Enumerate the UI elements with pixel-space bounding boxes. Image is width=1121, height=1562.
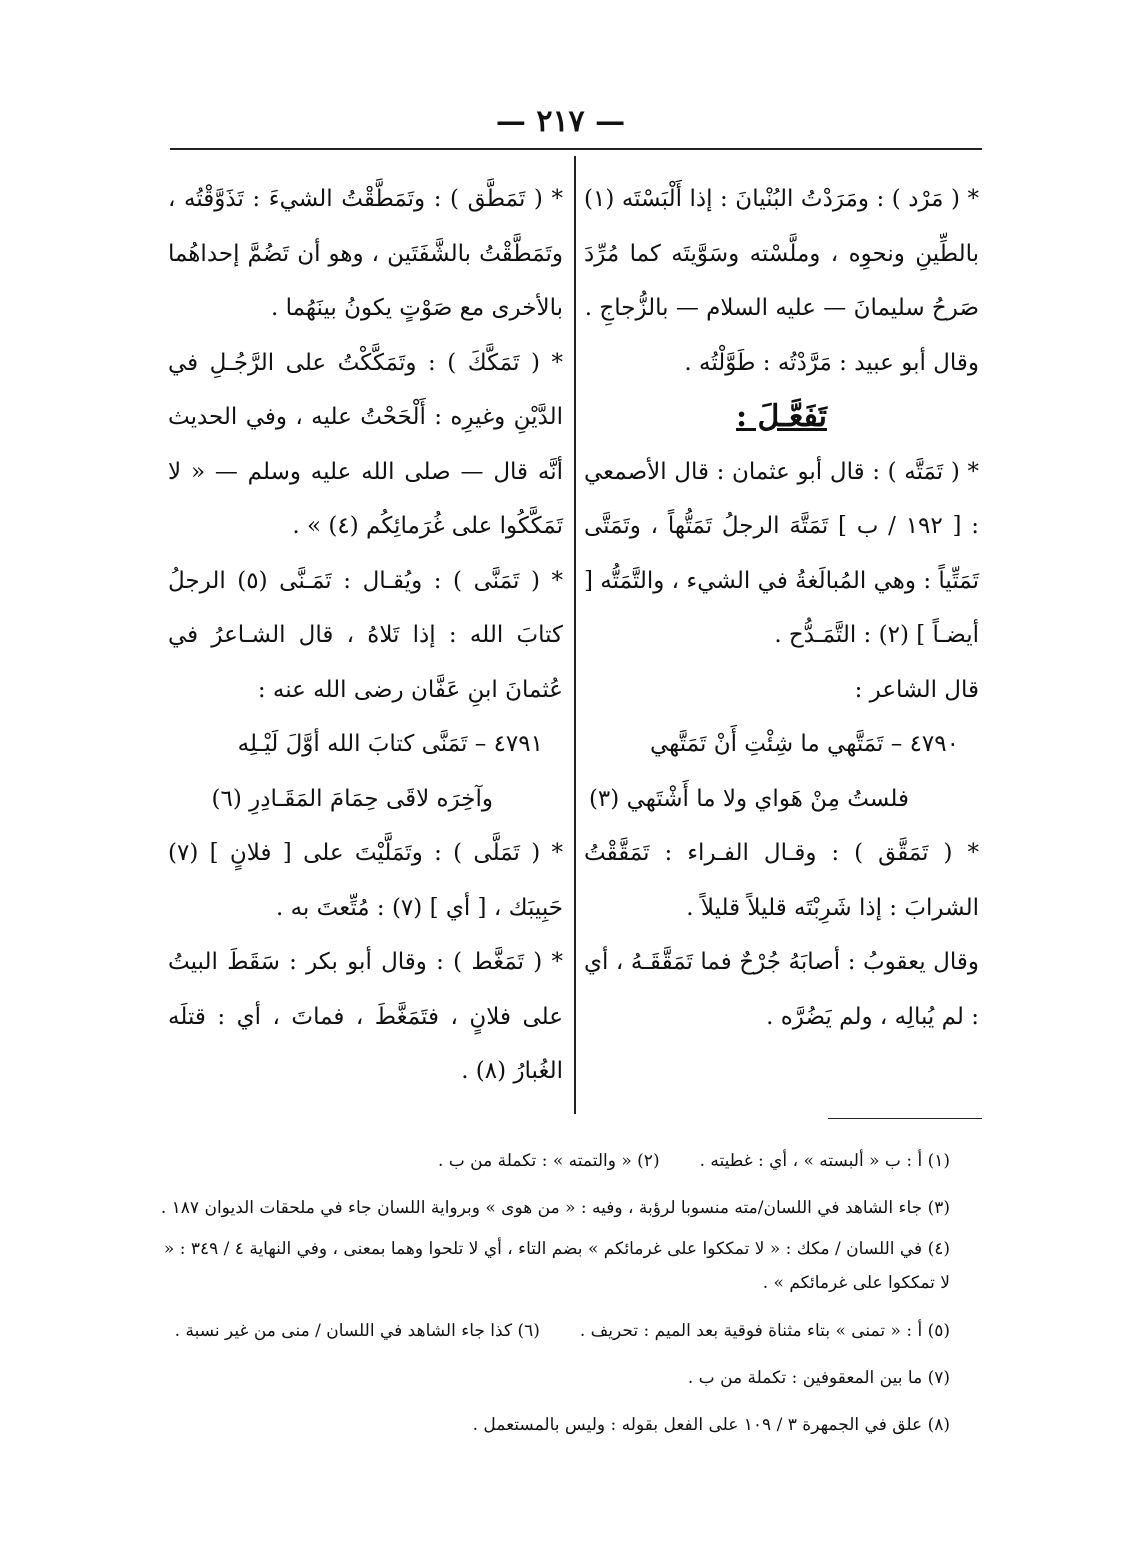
- verse-4790-line1: ٤٧٩٠ – تَمَتَّهي ما شِئْتِ أَنْ تَمَتَّهي: [649, 731, 959, 757]
- footnote-7: (٧) ما بين المعقوفين : تكملة من ب .: [687, 1368, 950, 1388]
- column-divider: [574, 156, 576, 1114]
- entry-abu-ubaid: وقال أبو عبيد : مَرَّدْتُه : طَوَّلْتُه .: [684, 349, 979, 376]
- verse-4791-line2: وآخِرَه لاقَى حِمَامَ المَقَـادِرِ (٦): [211, 785, 493, 812]
- entry-tamakkak: * ( تَمَكَّكَ ) : وتَمَكَّكْتُ على الرَّجُـلِ في الدَّيْنِ وغيرِه : أَلْحَحْتُ عليه ، وفي الحديث أنَّه قال — صلى الله عليه وسلم — « لا تَمَكَّكُوا على غُرَمائِكُم (٤) » .: [168, 349, 563, 539]
- entry-tamattaq: * ( تَمَطَّق ) : وتَمَطَّقْتُ الشيءَ : تَذَوَّقْتُه ، وتَمَطَّقْتُ بالشَّفَتَين ، وهو أن تَضُمَّ إحداهُما بالأخرى مع صَوْتٍ يكونُ بينَهُما .: [168, 186, 563, 321]
- verse-4790-line2: فلستُ مِنْ هَواي ولا ما أَشْتَهي (٣): [588, 785, 909, 812]
- entry-mard: * ( مَرْد ) : ومَرَدْتُ البُنْيانَ : إذا أَلْبَسْتَه (١) بالطِّينِ ونحوِه ، وملَّسْته وسَوَّيتَه كما مُرِّدَ صَرحُ سليمانَ — عليه السلام — بالزُّجاجِ .: [584, 186, 979, 321]
- entry-tamattah: * ( تَمَتَّه ) : قال أبو عثمان : قال الأصمعي : [ ١٩٢ / ب ] تَمَتَّهَ الرجلُ تَمَتُّهاً ، وتَمَتَّى تَمَتِّياً : وهي المُبالَغةُ في الشيء ، والتَّمَتُّه [ أيضـاً ] (٢) : التَّمَـدُّح .: [584, 458, 979, 648]
- footnote-4: (٤) في اللسان / مكك : « لا تمككوا على غرمائكم » بضم التاء ، أي لا تلحوا وهما بمعنى ، وفي النهاية ٤ / ٣٤٩ : « لا تمككوا على غرمائكم » .: [163, 1239, 950, 1293]
- entry-tamaqqaq: * ( تَمَقَّق ) : وقـال الفـراء : تَمَقَّقْتُ الشرابَ : إذا شَرِبْتَه قليلاً قليلاً .: [584, 840, 979, 921]
- entry-tamanna: * ( تَمَنَّى ) : ويُقـال : تَمَـنَّى (٥) الرجلُ كتابَ الله : إذا تَلاهُ ، قال الشـاعرُ في عُثمانَ ابنِ عَفَّان رضى الله عنه :: [168, 567, 563, 703]
- left-column: [168, 172, 563, 1099]
- footnote-rule: [828, 1118, 982, 1119]
- footnote-2: (٢) « والتمته » : تكملة من ب .: [437, 1151, 660, 1171]
- verse-4791-line1: ٤٧٩١ – تَمَنَّى كتابَ الله أوَّلَ لَيْـلِه: [237, 731, 543, 757]
- footnote-3: (٣) جاء الشاهد في اللسان/مته منسوبا لرؤبة ، وفيه : « من هوى » وبرواية اللسان جاء في ملحقات الديوان ١٨٧ .: [160, 1198, 950, 1218]
- right-column: [584, 172, 979, 1044]
- footnote-5: (٥) أ : « تمنى » بتاء مثناة فوقية بعد الميم : تحريف .: [579, 1321, 950, 1341]
- footnote-8: (٨) علق في الجمهرة ٣ / ١٠٩ على الفعل بقوله : وليس بالمستعمل .: [472, 1415, 950, 1435]
- footnote-row-1-2: [160, 1138, 950, 1185]
- header-rule: [170, 148, 982, 150]
- footnote-1: (١) أ : ب « ألبسته » ، أي : غطيته .: [699, 1151, 950, 1171]
- entry-tamalla: * ( تَمَلَّى ) : وتَمَلَّيْتَ على [ فلانٍ ] (٧) حَبِيبَك ، [ أي ] (٧) : مُتِّعتَ به .: [168, 840, 563, 921]
- footnote-row-5-6: [160, 1308, 950, 1355]
- page-number: — ٢١٧ —: [495, 104, 626, 139]
- entry-yaqub: وقال يعقوبُ : أصابَهُ جُرْحٌ فما تَمَقَّقَـهُ ، أي : لم يُبالِه ، ولم يَضُرَّه .: [584, 949, 979, 1030]
- entry-tamaghghat: * ( تَمَغَّط ) : وقال أبو بكر : سَقَطَ البيتُ على فلانٍ ، فتَمَغَّطَ ، فماتَ ، أي : قتلَه الغُبارُ (٨) .: [168, 949, 563, 1084]
- poet-intro: قال الشاعر :: [854, 676, 979, 703]
- footnote-6: (٦) كذا جاء الشاهد في اللسان / منى من غير نسبة .: [174, 1321, 540, 1341]
- section-heading: تَفَعَّـلَ :: [735, 399, 828, 434]
- footnotes: [160, 1138, 950, 1449]
